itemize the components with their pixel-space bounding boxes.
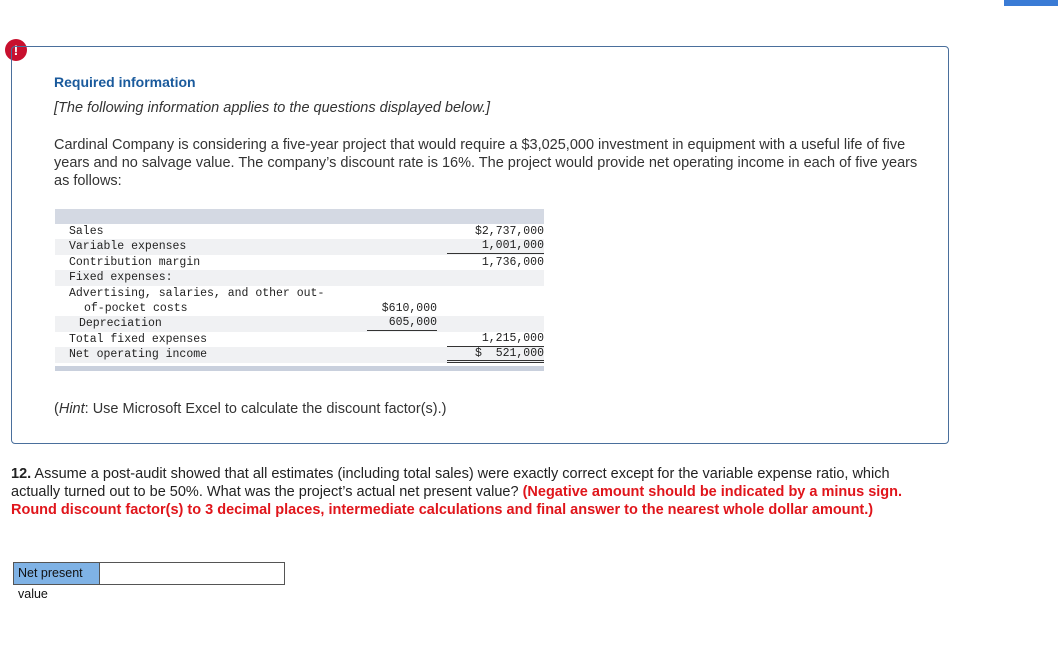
row-subvalue: 605,000 bbox=[367, 316, 437, 331]
row-value: $ 521,000 bbox=[447, 347, 544, 363]
row-value: $2,737,000 bbox=[474, 225, 544, 238]
income-statement-table bbox=[55, 209, 544, 371]
hint-body: : Use Microsoft Excel to calculate the discount factor(s).) bbox=[84, 401, 447, 417]
table-row bbox=[55, 347, 544, 362]
row-label: Advertising, salaries, and other out- bbox=[69, 286, 325, 300]
row-label: Sales bbox=[69, 225, 104, 238]
question-body: Assume a post-audit showed that all estimates (including total sales) were exactly correct except for the variable expense ratio, which actually turned out to be 50%. What was the project’s actual net present value? bbox=[11, 466, 890, 500]
row-label: Variable expenses bbox=[69, 240, 187, 254]
question-instruction: (Negative amount should be indicated by a minus sign. Round discount factor(s) to 3 decimal places, intermediate calculations and final answer to the nearest whole dollar amount.) bbox=[11, 484, 903, 518]
hint-label: Hint bbox=[58, 401, 85, 417]
table-row bbox=[55, 239, 544, 254]
table-row bbox=[55, 270, 544, 285]
table-row bbox=[55, 316, 544, 331]
row-label: Total fixed expenses bbox=[69, 332, 208, 346]
net-present-value-input[interactable] bbox=[100, 563, 284, 584]
top-accent-bar bbox=[1004, 0, 1058, 6]
table-row bbox=[55, 286, 544, 301]
table-row bbox=[55, 255, 544, 270]
table-row bbox=[55, 332, 544, 347]
row-label: Contribution margin bbox=[69, 255, 201, 269]
question-text bbox=[11, 465, 941, 519]
table-footer-band bbox=[55, 366, 544, 371]
alert-icon: ! bbox=[5, 39, 27, 61]
table-row bbox=[55, 224, 544, 239]
required-information-panel bbox=[11, 46, 949, 444]
answer-input-wrap bbox=[100, 563, 284, 584]
answer-label: Net present value bbox=[14, 563, 100, 584]
row-value: 1,001,000 bbox=[447, 239, 544, 254]
table-row bbox=[55, 301, 544, 316]
row-value: 1,736,000 bbox=[481, 255, 544, 269]
answer-row bbox=[13, 562, 285, 601]
row-label: Fixed expenses: bbox=[69, 271, 173, 285]
info-title: Required information bbox=[54, 74, 196, 90]
question-number: 12. bbox=[11, 466, 32, 482]
info-paragraph: Cardinal Company is considering a five-year project that would require a $3,025,000 investment in equipment with a useful life of five years and no salvage value. The company’s discount rate is 16%. The project would provide net operating income in each of five years as follows: bbox=[54, 137, 918, 189]
row-value: 1,215,000 bbox=[447, 332, 544, 347]
row-label: Depreciation bbox=[79, 317, 162, 331]
hint-open: ( bbox=[54, 401, 59, 417]
info-subtitle: [The following information applies to the questions displayed below.] bbox=[54, 100, 491, 116]
row-label: Net operating income bbox=[69, 348, 208, 362]
table-header-band bbox=[55, 209, 544, 224]
hint-text bbox=[54, 401, 446, 417]
row-label: of-pocket costs bbox=[84, 301, 188, 315]
row-subvalue: $610,000 bbox=[381, 301, 437, 315]
